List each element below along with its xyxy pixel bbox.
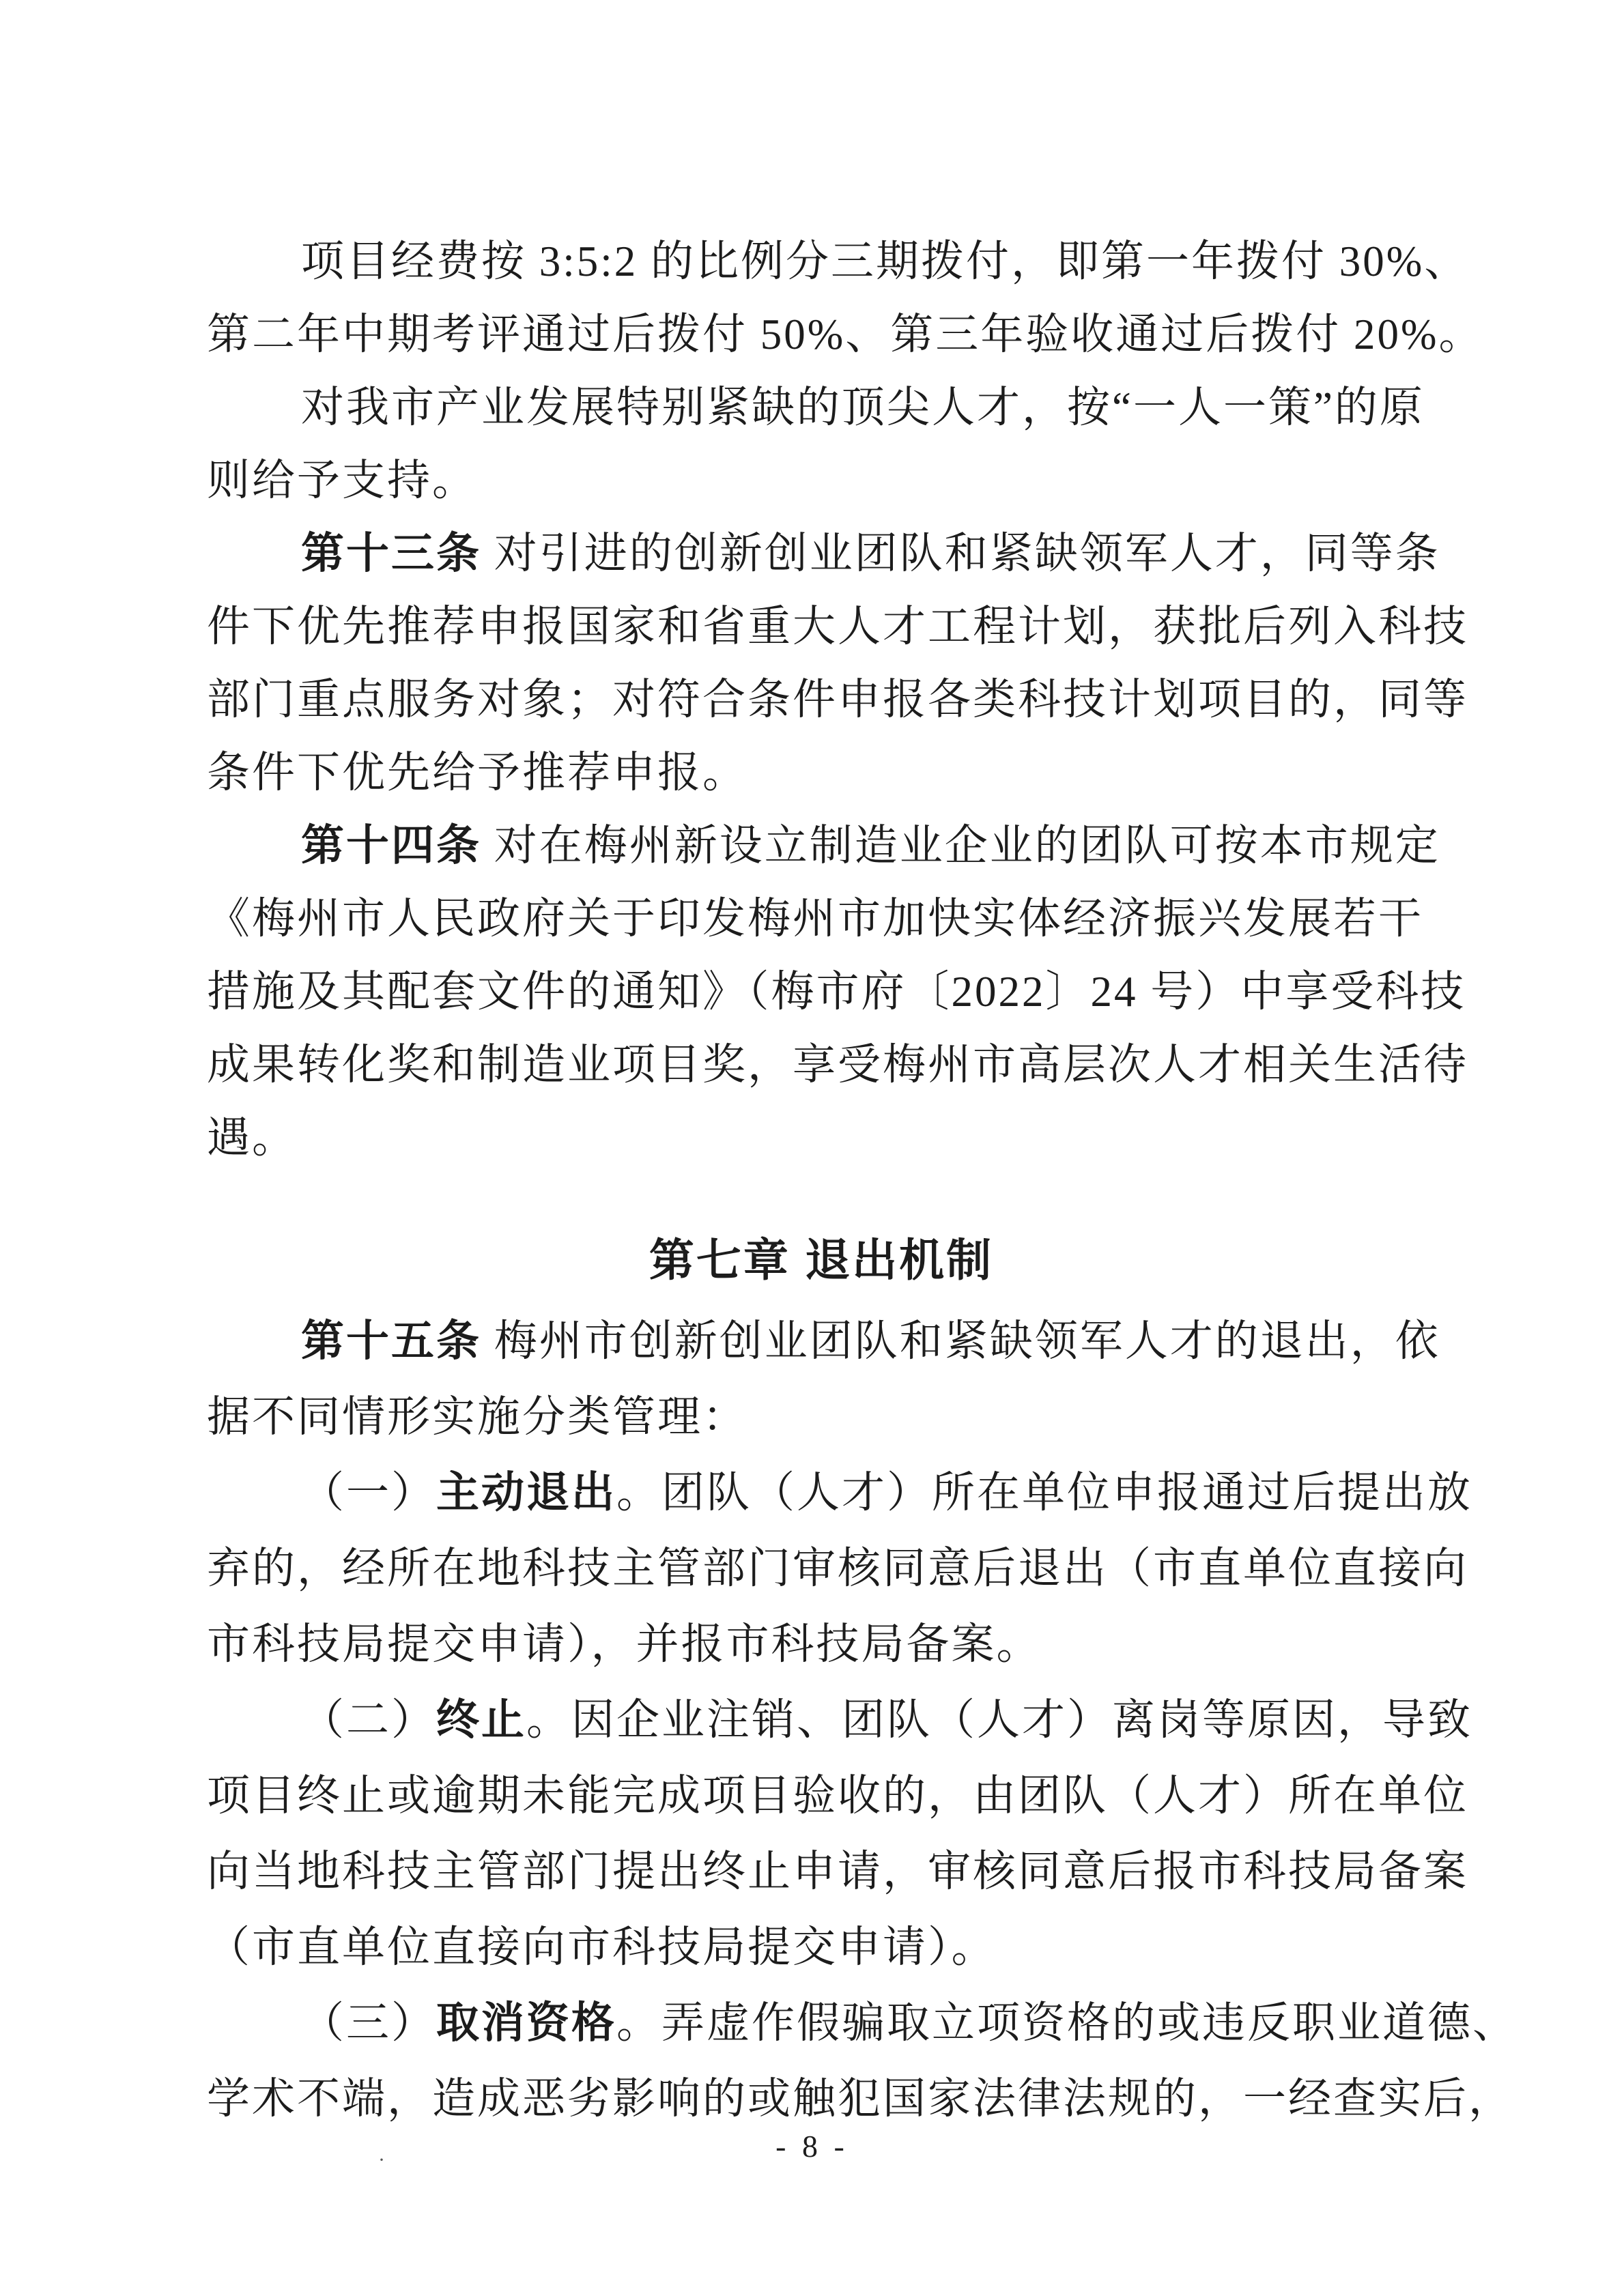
text-line bbox=[207, 444, 1436, 517]
body-text: 措施及其配套文件的通知》（梅市府〔2022〕24 号）中享受科技 bbox=[207, 968, 1466, 1016]
body-text: （市直单位直接向市科技局提交申请）。 bbox=[207, 1923, 997, 1971]
body-text: （一） bbox=[301, 1469, 436, 1517]
bold-text: 终止 bbox=[436, 1696, 526, 1744]
document-body bbox=[207, 225, 1518, 2137]
text-line bbox=[207, 1531, 1468, 1607]
bold-text: 第十四条 bbox=[301, 822, 481, 870]
text-line bbox=[207, 956, 1466, 1029]
page-number: - 8 - bbox=[775, 2129, 849, 2164]
body-text: 遇。 bbox=[207, 1114, 297, 1162]
body-text: 弃的，经所在地科技主管部门审核同意后退出（市直单位直接向 bbox=[207, 1545, 1468, 1592]
text-line bbox=[207, 2061, 1513, 2137]
text-line bbox=[207, 1455, 1472, 1531]
text-line bbox=[207, 1834, 1468, 1910]
body-text: 对我市产业发展特别紧缺的顶尖人才，按“一人一策”的原 bbox=[301, 384, 1425, 431]
body-text: 市科技局提交申请），并报市科技局备案。 bbox=[207, 1620, 1042, 1668]
text-line bbox=[207, 882, 1436, 956]
text-line bbox=[207, 1607, 1436, 1682]
text-line bbox=[207, 1910, 1436, 1985]
text-line bbox=[207, 225, 1470, 298]
bold-text: 第十五条 bbox=[301, 1317, 481, 1365]
body-text: 项目终止或逾期未能完成项目验收的，由团队（人才）所在单位 bbox=[207, 1772, 1468, 1820]
body-text: 。团队（人才）所在单位申报通过后提出放 bbox=[616, 1469, 1472, 1517]
body-text: 。因企业注销、团队（人才）离岗等原因，导致 bbox=[526, 1696, 1472, 1744]
text-line bbox=[207, 663, 1468, 736]
body-text: 学术不端，造成恶劣影响的或触犯国家法律法规的，一经查实后， bbox=[207, 2075, 1513, 2123]
text-line bbox=[207, 809, 1440, 882]
body-text: 。弄虚作假骗取立项资格的或违反职业道德、 bbox=[616, 1999, 1518, 2047]
text-line bbox=[207, 371, 1436, 444]
text-line bbox=[207, 1304, 1440, 1379]
body-text: （三） bbox=[301, 1999, 436, 2047]
text-line bbox=[207, 1379, 1436, 1455]
body-text: 件下优先推荐申报国家和省重大人才工程计划，获批后列入科技 bbox=[207, 603, 1468, 650]
text-line bbox=[207, 590, 1468, 663]
text-line bbox=[207, 298, 1484, 371]
text-line bbox=[207, 1682, 1472, 1758]
body-text: （二） bbox=[301, 1696, 436, 1744]
body-text: 据不同情形实施分类管理： bbox=[207, 1393, 747, 1441]
text-line bbox=[207, 736, 1436, 809]
body-text: 《梅州市人民政府关于印发梅州市加快实体经济振兴发展若干 bbox=[207, 895, 1423, 943]
body-text: 向当地科技主管部门提出终止申请，审核同意后报市科技局备案 bbox=[207, 1848, 1468, 1895]
body-text: 梅州市创新创业团队和紧缺领军人才的退出，依 bbox=[481, 1317, 1440, 1365]
body-text: 条件下优先给予推荐申报。 bbox=[207, 749, 747, 797]
chapter-heading bbox=[207, 1224, 1436, 1297]
body-text: 第二年中期考评通过后拨付 50%、第三年验收通过后拨付 20%。 bbox=[207, 311, 1484, 358]
text-line bbox=[207, 1029, 1468, 1102]
stray-mark: · bbox=[378, 2149, 385, 2171]
bold-text: 取消资格 bbox=[436, 1999, 616, 2047]
body-text: 成果转化奖和制造业项目奖，享受梅州市高层次人才相关生活待 bbox=[207, 1041, 1468, 1089]
body-text: 对在梅州新设立制造业企业的团队可按本市规定 bbox=[481, 822, 1440, 870]
body-text: 部门重点服务对象；对符合条件申报各类科技计划项目的，同等 bbox=[207, 676, 1468, 723]
body-text: 对引进的创新创业团队和紧缺领军人才，同等条 bbox=[481, 530, 1440, 577]
body-text: 则给予支持。 bbox=[207, 457, 477, 504]
text-line bbox=[207, 1102, 1436, 1175]
text-line bbox=[207, 517, 1440, 590]
text-line bbox=[207, 1758, 1468, 1834]
bold-text: 第十三条 bbox=[301, 530, 481, 577]
bold-text: 第七章 退出机制 bbox=[649, 1235, 994, 1285]
text-line bbox=[207, 1985, 1518, 2061]
body-text: 项目经费按 3:5:2 的比例分三期拨付，即第一年拨付 30%、 bbox=[301, 238, 1470, 285]
bold-text: 主动退出 bbox=[436, 1469, 616, 1517]
